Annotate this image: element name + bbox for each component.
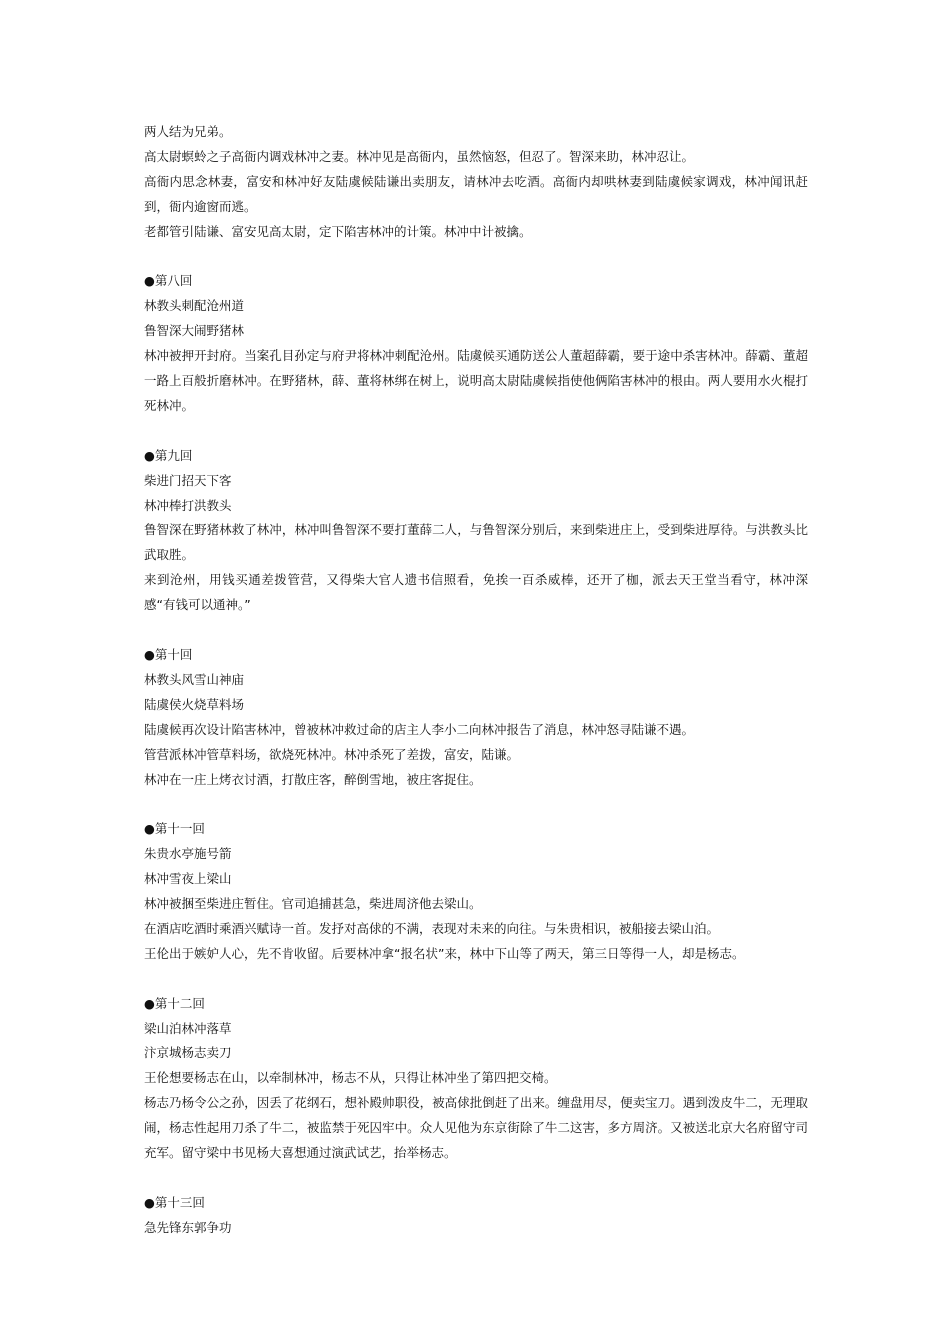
chapter-heading: ●第十三回: [144, 1194, 205, 1210]
blank-line: [144, 1166, 808, 1191]
chapter-heading: ●第十二回: [144, 995, 205, 1011]
text-line: 两人结为兄弟。: [144, 124, 232, 139]
text-line: 林冲被押开封府。当案孔目孙定与府尹将林冲刺配沧州。陆虞候买通防送公人董超薛霸，要于途中杀害林冲。薛霸、董超一路上百般折磨林冲。在野猪林，薛、董将林绑在树上，说明高太尉陆虞候指使他俩陷害林冲的根由。两人要用水火棍打死林冲。: [144, 348, 808, 413]
chapter-title-line: 陆虞侯火烧草料场: [144, 696, 245, 712]
chapter-title-line: 梁山泊林冲落草: [144, 1020, 232, 1036]
text-line: 在酒店吃酒时乘酒兴赋诗一首。发抒对高俅的不满，表现对未来的向往。与朱贵相识，被船接去梁山泊。: [144, 920, 720, 936]
text-line: 高衙内思念林妻，富安和林冲好友陆虞候陆谦出卖朋友，请林冲去吃酒。高衙内却哄林妻到陆虞候家调戏，林冲闻讯赶到，衙内逾窗而逃。: [144, 173, 808, 214]
text-line: 陆虞候再次设计陷害林冲，曾被林冲救过命的店主人李小二向林冲报告了消息，林冲怒寻陆谦不遇。: [144, 721, 695, 737]
chapter-heading: ●第九回: [144, 447, 193, 463]
blank-line: [144, 618, 808, 643]
chapter-heading: ●第十一回: [144, 821, 205, 837]
blank-line: [144, 419, 808, 444]
chapter-title-line: 急先锋东郭争功: [144, 1219, 232, 1235]
text-line: 鲁智深在野猪林救了林冲，林冲叫鲁智深不要打董薛二人，与鲁智深分别后，来到柴进庄上，受到柴进厚待。与洪教头比武取胜。: [144, 522, 808, 563]
blank-line: [144, 792, 808, 817]
text-line: 老都管引陆谦、富安见高太尉，定下陷害林冲的计策。林冲中计被擒。: [144, 223, 532, 239]
chapter-title-line: 林冲雪夜上梁山: [144, 871, 232, 887]
chapter-title-line: 林教头风雪山神庙: [144, 671, 245, 687]
chapter-title-line: 鲁智深大闹野猪林: [144, 323, 245, 339]
text-line: 高太尉螟蛉之子高衙内调戏林冲之妻。林冲见是高衙内，虽然恼怒，但忍了。智深来助，林冲忍让。: [144, 148, 695, 164]
chapter-title-line: 柴进门招天下客: [144, 472, 232, 488]
document-body: [144, 120, 808, 1241]
text-line: 林冲在一庄上烤衣讨酒，打散庄客，醉倒雪地，被庄客捉住。: [144, 771, 482, 787]
text-line: 王伦出于嫉妒人心，先不肯收留。后要林冲拿“报名状”来，林中下山等了两天，第三日等得一人，却是杨志。: [144, 945, 745, 961]
text-line: 来到沧州，用钱买通差拨管营，又得柴大官人遗书信照看，免挨一百杀威棒，还开了枷，派去天王堂当看守，林冲深感“有钱可以通神。”: [144, 572, 808, 613]
chapter-title-line: 汴京城杨志卖刀: [144, 1045, 232, 1061]
chapter-heading: ●第十回: [144, 646, 193, 662]
blank-line: [144, 245, 808, 270]
text-line: 管营派林冲管草料场，欲烧死林冲。林冲杀死了差拨，富安，陆谦。: [144, 746, 520, 762]
text-line: 王伦想要杨志在山，以牵制林冲，杨志不从，只得让林冲坐了第四把交椅。: [144, 1070, 557, 1086]
chapter-title-line: 林冲棒打洪教头: [144, 497, 232, 513]
text-line: 林冲被捆至柴进庄暂住。官司追捕甚急，柴进周济他去梁山。: [144, 896, 482, 912]
text-line: 杨志乃杨令公之孙，因丢了花纲石，想补殿帅职役，被高俅批倒赶了出来。缠盘用尽，便卖宝刀。遇到泼皮牛二，无理取闹，杨志性起用刀杀了牛二，被监禁于死囚牢中。众人见他为东京街除了牛二这害，多方周济。又被送北京大名府留守司充军。留守梁中书见杨大喜想通过演武试艺，抬举杨志。: [144, 1095, 808, 1161]
chapter-heading: ●第八回: [144, 273, 193, 289]
blank-line: [144, 967, 808, 992]
chapter-title-line: 朱贵水亭施号箭: [144, 846, 232, 862]
chapter-title-line: 林教头刺配沧州道: [144, 298, 245, 314]
